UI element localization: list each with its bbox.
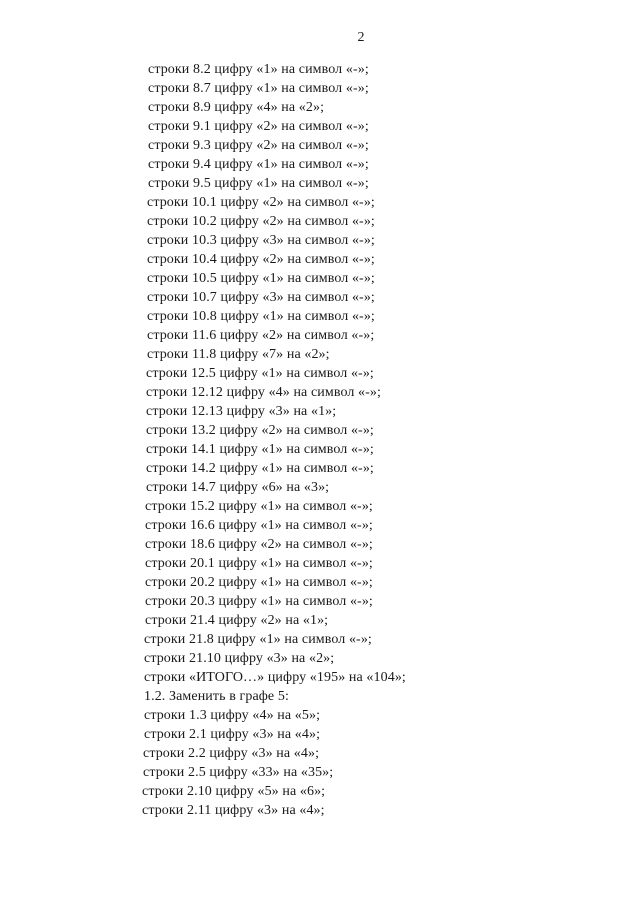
text-line: строки 15.2 цифру «1» на символ «-»; <box>145 499 373 514</box>
text-line: строки 14.2 цифру «1» на символ «-»; <box>146 461 374 476</box>
text-line: строки 21.8 цифру «1» на символ «-»; <box>144 632 372 647</box>
text-line: строки 1.3 цифру «4» на «5»; <box>144 708 321 723</box>
text-line: строки 2.11 цифру «3» на «4»; <box>142 803 325 818</box>
text-line: строки «ИТОГО…» цифру «195» на «104»; <box>144 670 406 685</box>
text-line: строки 14.7 цифру «6» на «3»; <box>146 480 330 495</box>
text-line: строки 20.1 цифру «1» на символ «-»; <box>145 556 373 571</box>
text-line: строки 9.5 цифру «1» на символ «-»; <box>148 176 369 191</box>
text-line: строки 21.4 цифру «2» на «1»; <box>145 613 329 628</box>
text-line: строки 12.13 цифру «3» на «1»; <box>146 404 337 419</box>
text-line: строки 11.8 цифру «7» на «2»; <box>147 347 330 362</box>
text-line: строки 10.3 цифру «3» на символ «-»; <box>147 233 375 248</box>
text-line: строки 11.6 цифру «2» на символ «-»; <box>147 328 375 343</box>
text-line: строки 10.1 цифру «2» на символ «-»; <box>147 195 375 210</box>
text-line: строки 10.8 цифру «1» на символ «-»; <box>147 309 375 324</box>
text-line: строки 2.1 цифру «3» на «4»; <box>144 727 321 742</box>
text-line: строки 10.4 цифру «2» на символ «-»; <box>147 252 375 267</box>
text-line: строки 9.1 цифру «2» на символ «-»; <box>148 119 369 134</box>
text-line: строки 8.7 цифру «1» на символ «-»; <box>148 81 369 96</box>
text-line: строки 8.9 цифру «4» на «2»; <box>148 100 325 115</box>
text-line: строки 9.3 цифру «2» на символ «-»; <box>148 138 369 153</box>
section-heading: 1.2. Заменить в графе 5: <box>144 689 289 704</box>
text-line: строки 18.6 цифру «2» на символ «-»; <box>145 537 373 552</box>
text-line: строки 12.12 цифру «4» на символ «-»; <box>146 385 382 400</box>
text-line: строки 8.2 цифру «1» на символ «-»; <box>148 62 369 77</box>
text-line: строки 10.2 цифру «2» на символ «-»; <box>147 214 375 229</box>
page-number: 2 <box>357 30 365 45</box>
text-line: строки 20.3 цифру «1» на символ «-»; <box>145 594 373 609</box>
text-line: строки 10.5 цифру «1» на символ «-»; <box>147 271 375 286</box>
text-line: строки 12.5 цифру «1» на символ «-»; <box>146 366 374 381</box>
text-line: строки 21.10 цифру «3» на «2»; <box>144 651 335 666</box>
text-line: строки 2.10 цифру «5» на «6»; <box>142 784 326 799</box>
text-line: строки 20.2 цифру «1» на символ «-»; <box>145 575 373 590</box>
text-line: строки 16.6 цифру «1» на символ «-»; <box>145 518 373 533</box>
text-line: строки 14.1 цифру «1» на символ «-»; <box>146 442 374 457</box>
text-line: строки 9.4 цифру «1» на символ «-»; <box>148 157 369 172</box>
text-line: строки 2.2 цифру «3» на «4»; <box>143 746 320 761</box>
text-line: строки 10.7 цифру «3» на символ «-»; <box>147 290 375 305</box>
text-line: строки 2.5 цифру «33» на «35»; <box>143 765 334 780</box>
text-line: строки 13.2 цифру «2» на символ «-»; <box>146 423 374 438</box>
